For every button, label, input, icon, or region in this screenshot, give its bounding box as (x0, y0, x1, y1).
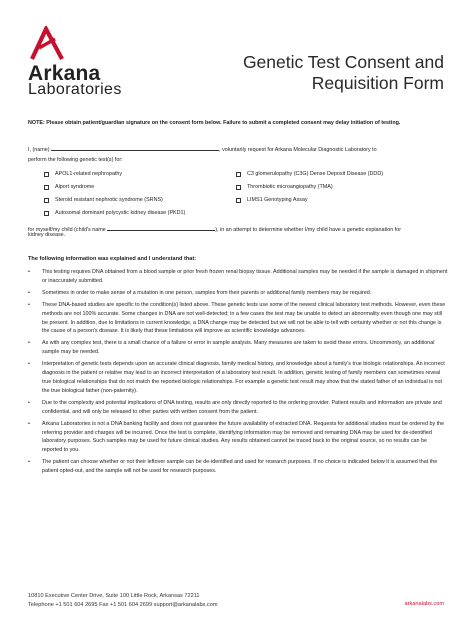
bullet-dot: • (28, 459, 30, 466)
section-heading: The following information was explained and I understand that: (28, 256, 197, 262)
checkbox[interactable] (236, 185, 241, 190)
footer (28, 592, 217, 610)
footer-website-link[interactable]: arkanalabs.com (404, 601, 444, 607)
child-prefix: for myself/my child (child's name (28, 227, 106, 233)
test-option-lims1[interactable] (236, 197, 308, 203)
bullet-text: Sometimes in order to make sense of a mutation in one person, samples from their parents or additional family members may be required. (42, 289, 372, 296)
test-option-c3g[interactable] (236, 171, 383, 177)
test-option-label: Autosomal dominant polycystic kidney disease (PKD1) (55, 210, 186, 216)
brand-name: Arkana (28, 62, 101, 85)
test-option-alport[interactable] (44, 184, 94, 190)
request-line-2: perform the following genetic test(s) for: (28, 157, 123, 163)
signature-note: NOTE: Please obtain patient/guardian signature on the consent form below. Failure to submit a completed consent may delay initiation of testing. (28, 120, 401, 126)
request-line (28, 144, 377, 154)
bullet-text: Interpretation of genetic tests depends upon an accurate clinical diagnosis, family medical history, and knowledge about a family's true biologic relationships. An incorrect diagnosis in the patient or relative may lead to an incorrect interpretation of a laboratory test result. In addition, genetic testing of family members can sometimes reveal true biological relationships that do not match the reported biologic relationships. For example a genetic test result may show that the stated father of an individual is not the true biological father (non-paternity). (42, 361, 445, 394)
test-option-pkd1[interactable] (44, 210, 185, 216)
checkbox[interactable] (236, 198, 241, 203)
bullet-text: This testing requires DNA obtained from a blood sample or prior fresh frozen renal biopsy tissue. Additional samples may be needed if the sample is damaged in shipment or inaccurately submitted. (42, 269, 448, 284)
bullet-text: These DNA-based studies are specific to the condition(s) listed above. These genetic tests use some of the newest clinical laboratory test methods. However, even these methods are not 100% accurate. Some changes in DNA are not well-detected; in a few cases the test may be unable to detect an abnormality even though one may still be present. In addition, due to limitations in current knowledge, a DNA change may be detected but we will not be able to tell with certainty whether or not this change is the cause of a person's disease. It is likely that these limitations will improve as scientific knowledge advances. (42, 301, 446, 335)
list-item (28, 360, 448, 395)
bullet-text: As with any complex test, there is a small chance of a failure or error in sample analysis. Many measures are taken to avoid these errors. Uncommonly, an additional sample may be needed. (42, 340, 435, 356)
arkana-logo (28, 26, 148, 60)
arkana-logo-icon (28, 26, 68, 60)
title-line-1: Genetic Test Consent and (242, 52, 444, 72)
child-name-field[interactable] (107, 224, 215, 231)
test-option-tma[interactable] (236, 184, 333, 190)
child-suffix: ), in an attempt to determine whether I/my child have a genetic explanation for (215, 227, 401, 233)
list-item (28, 399, 448, 417)
child-line-2: kidney disease. (28, 232, 66, 238)
list-item (28, 339, 448, 357)
bullet-dot: • (28, 269, 30, 275)
checkbox[interactable] (44, 211, 49, 216)
bullet-dot: • (28, 301, 30, 308)
checkbox[interactable] (44, 172, 49, 177)
bullet-text: The patient can choose whether or not their leftover sample can be de-identified and used for research purposes. If no choice is indicated below it is assumed that the patient opted-out, and the sample will not be used for research purposes. (42, 459, 438, 475)
bullet-dot: • (28, 289, 30, 296)
bullet-text: Due to the complexity and potential implications of DNA testing, results are only directly reported to the ordering provider. Patient results and information are private and confidential, and will only be released to other parties with written consent from the patient. (42, 399, 442, 415)
test-option-label: Steroid resistant nephrotic syndrome (SRNS) (55, 197, 163, 203)
patient-name-field[interactable] (51, 144, 219, 151)
test-option-apol1[interactable] (44, 171, 122, 177)
info-bullet-list (28, 268, 448, 479)
bullet-dot: • (28, 420, 30, 427)
test-option-label: Alport syndrome (55, 184, 95, 190)
brand-subtitle: Laboratories (28, 81, 122, 98)
checkbox[interactable] (44, 198, 49, 203)
bullet-dot: • (28, 361, 30, 368)
request-prefix: I, (name) (28, 147, 50, 153)
test-option-srns[interactable] (44, 197, 163, 203)
test-option-label: Thrombiotic microangiopathy (TMA) (247, 184, 333, 190)
footer-address: 10810 Executive Center Drive, Suite 100 Little Rock, Arkansas 72211 (28, 593, 200, 599)
bullet-text: Arkana Laboratories is not a DNA banking facility and does not guarantee the future availability of extracted DNA. Requests for additional studies must be ordered by the referring provider and charges will be incurred. Once the test is complete, identifying information may be removed and remaining DNA may be used for de-identified laboratory purposes. Such samples may be used for future clinical studies. Any results obtained cannot be traced back to the original source, so no results can be reported to you. (42, 420, 445, 454)
list-item (28, 420, 448, 455)
list-item (28, 458, 448, 476)
page-title (224, 52, 444, 94)
list-item (28, 301, 448, 336)
request-suffix: , voluntarily request for Arkana Molecular Diagnostic Laboratory to (219, 147, 377, 153)
list-item (28, 289, 448, 298)
test-option-label: C3 glomerulopathy (C3G) Dense Deposit Disease (DDD) (247, 171, 384, 177)
bullet-dot: • (28, 399, 30, 406)
checkbox[interactable] (44, 185, 49, 190)
test-option-label: APOL1-related nephropathy (55, 171, 123, 177)
title-line-2: Requisition Form (311, 73, 444, 93)
child-line (28, 224, 401, 234)
footer-contact: Telephone +1 501 604 2695 Fax +1 501 604 2699 support@arkanalabs.com (28, 602, 218, 608)
bullet-dot: • (28, 340, 30, 347)
checkbox[interactable] (236, 172, 241, 177)
test-option-label: LIMS1 Genotyping Assay (247, 197, 308, 203)
list-item (28, 268, 448, 286)
